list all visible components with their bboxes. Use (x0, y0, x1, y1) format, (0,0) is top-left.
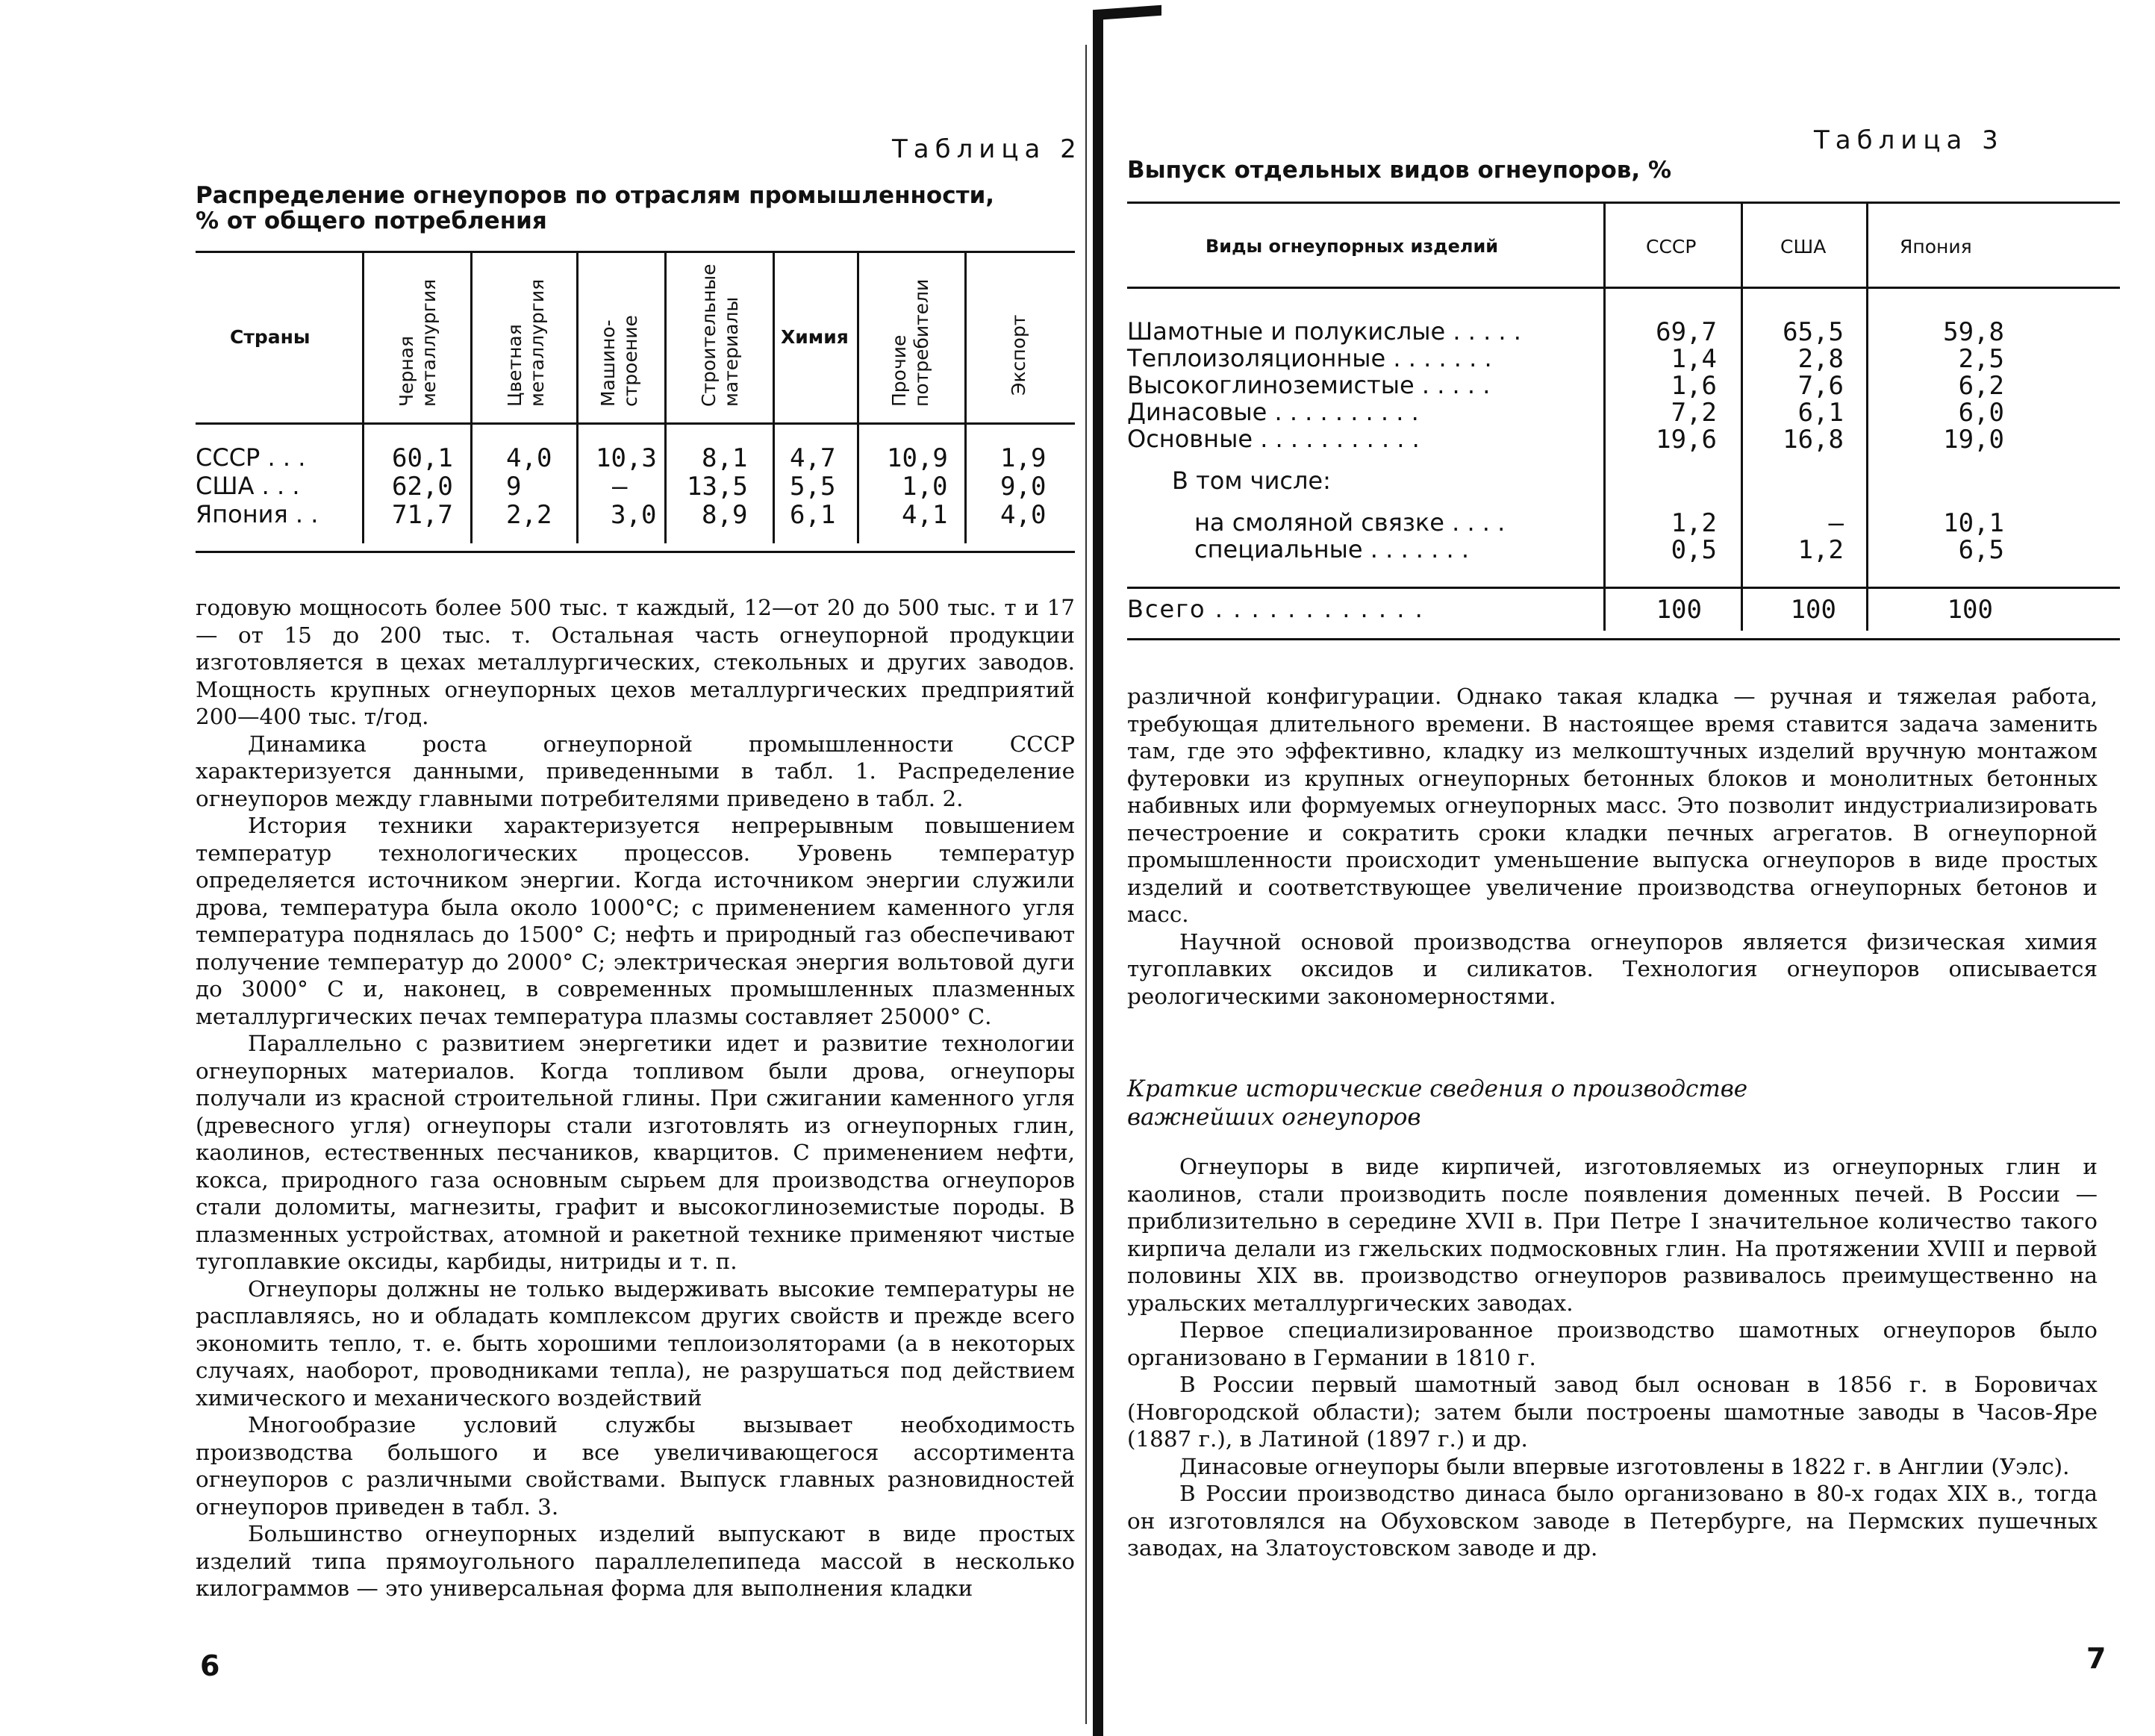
paragraph: История техники характеризуется непрерывным повышением температур технологических процессов. Уровень температур определяется источником энергии. Когда источником энергии служили дрова, температура была около 1000°С; с применением каменного угля температура поднялась до 1500° С; нефть и природный газ обеспечивают получение температур до 2000° С; электрическая энергия вольтовой дуги до 3000° С и, наконец, в современных промышленных плазменных металлургических печах температура плазмы составляет 25000° С. (196, 813, 1075, 1029)
paragraph: Первое специализированное производство шамотных огнеупоров было организовано в Германии в 1810 г. (1127, 1317, 2098, 1370)
cell: 7,6 (1797, 371, 1844, 401)
cell: 6,1 (1797, 398, 1844, 428)
cell: 6,0 (1958, 398, 2004, 428)
col-header-usa: США (1780, 236, 1827, 257)
cell: 6,1 (790, 500, 836, 530)
col-header-nonferrous-metallurgy: Цветная металлургия (504, 278, 548, 407)
row-label: на смоляной связке . . . . (1194, 508, 1506, 537)
cell: 8,9 (702, 500, 748, 530)
col-header-chemistry: Химия (781, 326, 849, 348)
cell: 1,4 (1671, 344, 1717, 374)
cell: 6,2 (1958, 371, 2004, 401)
cell: 100 (1790, 595, 1836, 625)
paragraph: Научной основой производства огнеупоров является физическая химия тугоплавких оксидов и силикатов. Технология огнеупоров описывается реологическими закономерностями. (1127, 928, 2098, 1009)
cell: 4,7 (790, 443, 836, 473)
cell: 1,6 (1671, 371, 1717, 401)
cell: 62,0 (392, 472, 453, 502)
cell: 10,3 (596, 443, 657, 473)
cell: 71,7 (392, 500, 453, 530)
cell: 10,9 (887, 443, 948, 473)
cell: 100 (1947, 595, 1993, 625)
paragraph: В России производство динаса было организовано в 80-х годах XIX в., тогда он изготовлялся на Обуховском заводе в Петербурге, на Пермских пушечных заводах, на Златоустовском заводе и др. (1127, 1481, 2098, 1561)
cell: 4,0 (1000, 500, 1047, 530)
row-label: Шамотные и полукислые . . . . . (1127, 317, 1521, 346)
paragraph: различной конфигурации. Однако такая кладка — ручная и тяжелая работа, требующая длительного времени. В настоящее время ставится задача заменить там, где это эффективно, кладку из мелкоштучных изделий вручную монтажом футеровки из крупных огнеупорных бетонных блоков и монолитных бетонных набивных или формуемых огнеупорных масс. Это позволит индустриализировать печестроение и сократить сроки кладки печных агрегатов. В огнеупорной промышленности происходит уменьшение выпуска огнеупоров в виде простых изделий и соответствующее увеличение производства огнеупорных бетонов и масс. (1127, 684, 2098, 927)
left-body-text (196, 594, 1075, 1602)
paragraph: Огнеупоры в виде кирпичей, изготовляемых из огнеупорных глин и каолинов, стали производить после появления доменных печей. В России — приблизительно в середине XVII в. При Петре I значительное количество такого кирпича делали из гжельских подмосковных глин. На протяжении XVIII и первой половины XIX вв. производство огнеупоров развивалось преимущественно на уральских металлургических заводах. (1127, 1154, 2098, 1316)
cell: 6,5 (1958, 535, 2004, 565)
cell: 4,0 (506, 443, 552, 473)
col-header-japan: Япония (1900, 236, 1972, 257)
cell: 19,6 (1656, 425, 1717, 455)
right-page (1097, 0, 2155, 1736)
cell: 69,7 (1656, 317, 1717, 347)
section-heading-line1: Краткие исторические сведения о производстве (1127, 1075, 1748, 1102)
cell: 10,1 (1943, 508, 2004, 538)
cell: 3,0 (611, 500, 657, 530)
table-3-title: Выпуск отдельных видов огнеупоров, % (1127, 157, 1672, 184)
cell: 60,1 (392, 443, 453, 473)
cell: 2,2 (506, 500, 552, 530)
paragraph: Большинство огнеупорных изделий выпускают в виде простых изделий типа прямоугольного параллелепипеда массой в несколько килограммов — это универсальная форма для выполнения кладки (196, 1521, 1075, 1601)
cell: 19,0 (1943, 425, 2004, 455)
paragraph: Огнеупоры должны не только выдерживать высокие температуры не расплавляясь, но и обладать комплексом других свойств и прежде всего экономить тепло, т. е. быть хорошими теплоизоляторами (а в некоторых случаях, наоборот, проводниками тепла), не разрушаться под действием химического и механического воздействий (196, 1276, 1075, 1411)
cell: 13,5 (687, 472, 748, 502)
cell: 0,5 (1671, 535, 1717, 565)
page-number: 7 (2086, 1642, 2106, 1675)
section-heading-line2: важнейших огнеупоров (1127, 1104, 1421, 1131)
cell: 1,0 (902, 472, 948, 502)
row-label-usa: США . . . (196, 472, 300, 500)
col-header-ussr: СССР (1646, 236, 1697, 257)
cell: 8,1 (702, 443, 748, 473)
row-label-ussr: СССР . . . (196, 443, 306, 472)
table-2-label: Таблица 2 (892, 134, 1082, 164)
cell: 2,8 (1797, 344, 1844, 374)
col-header-building-materials: Строительные материалы (698, 263, 742, 407)
row-label: Основные . . . . . . . . . . . (1127, 425, 1420, 453)
cell: 9,0 (1000, 472, 1047, 502)
row-label: Высокоглиноземистые . . . . . (1127, 371, 1491, 399)
cell: 1,2 (1797, 535, 1844, 565)
cell: 2,5 (1958, 344, 2004, 374)
cell: — (1828, 508, 1844, 538)
cell: 1,2 (1671, 508, 1717, 538)
cell: 65,5 (1783, 317, 1844, 347)
cell: 100 (1656, 595, 1702, 625)
cell: 16,8 (1783, 425, 1844, 455)
col-header-export: Экспорт (1008, 314, 1029, 396)
paragraph: Динасовые огнеупоры были впервые изготовлены в 1822 г. в Англии (Уэлс). (1179, 1453, 2070, 1479)
paragraph: В России первый шамотный завод был основан в 1856 г. в Боровичах (Новгородской области); затем были построены шамотные заводы в Часов-Яре (1887 г.), в Латиной (1897 г.) и др. (1127, 1372, 2098, 1452)
table-3-label: Таблица 3 (1814, 125, 2004, 155)
cell: 7,2 (1671, 398, 1717, 428)
cell: 5,5 (790, 472, 836, 502)
paragraph: Параллельно с развитием энергетики идет и развитие технологии огнеупорных материалов. Когда топливом были дрова, огнеупоры получали из красной строительной глины. При сжигании каменного угля (древесного угля) огнеупоры стали изготовлять из огнеупорных глин, каолинов, естественных песчаников, кварцитов. С применением нефти, кокса, природного газа основным сырьем для производства огнеупоров стали доломиты, магнезиты, графит и высокоглиноземистые породы. В плазменных устройствах, атомной и ракетной технике применяют чистые тугоплавкие оксиды, карбиды, нитриды и т. п. (196, 1031, 1075, 1274)
row-label: специальные . . . . . . . (1194, 535, 1469, 563)
row-label: Динасовые . . . . . . . . . . (1127, 398, 1419, 426)
country-header: Страны (230, 326, 311, 348)
row-label-total: Всего . . . . . . . . . . . . (1127, 595, 1424, 623)
col-header-black-metallurgy: Черная металлургия (396, 278, 440, 407)
cell: — (612, 472, 628, 502)
paragraph: Многообразие условий службы вызывает необходимость производства большого и все увеличивающегося ассортимента огнеупоров с различными свойствами. Выпуск главных разновидностей огнеупоров приведен в табл. 3. (196, 1412, 1075, 1520)
table-2-title-line2: % от общего потребления (196, 207, 547, 234)
cell: 9 (506, 472, 522, 502)
table-2-title-line1: Распределение огнеупоров по отраслям промышленности, (196, 182, 995, 209)
cell: 4,1 (902, 500, 948, 530)
cell: 59,8 (1943, 317, 2004, 347)
cell: 1,9 (1000, 443, 1047, 473)
right-body-text-bottom (1127, 1153, 2098, 1562)
col-header-other-consumers: Прочие потребители (888, 278, 932, 407)
col-header-machine-building: Машино- строение (597, 315, 641, 407)
subheading: В том числе: (1172, 466, 1331, 495)
row-label-japan: Япония . . (196, 500, 319, 528)
paragraph: Динамика роста огнеупорной промышленности СССР характеризуется данными, приведенными в табл. 1. Распределение огнеупоров между главными потребителями приведено в табл. 2. (196, 731, 1075, 811)
right-body-text-top (1127, 683, 2098, 1010)
col-header-product-types: Виды огнеупорных изделий (1206, 236, 1499, 257)
page-number: 6 (200, 1649, 220, 1682)
row-label: Теплоизоляционные . . . . . . . (1127, 344, 1492, 372)
paragraph: годовую мощносоть более 500 тыс. т каждый, 12—от 20 до 500 тыс. т и 17 — от 15 до 200 тыс. т. Остальная часть огнеупорной продукции изготовляется в цехах металлургических, стекольных и других заводов. Мощность крупных огнеупорных цехов металлургических предприятий 200—400 тыс. т/год. (196, 595, 1075, 729)
